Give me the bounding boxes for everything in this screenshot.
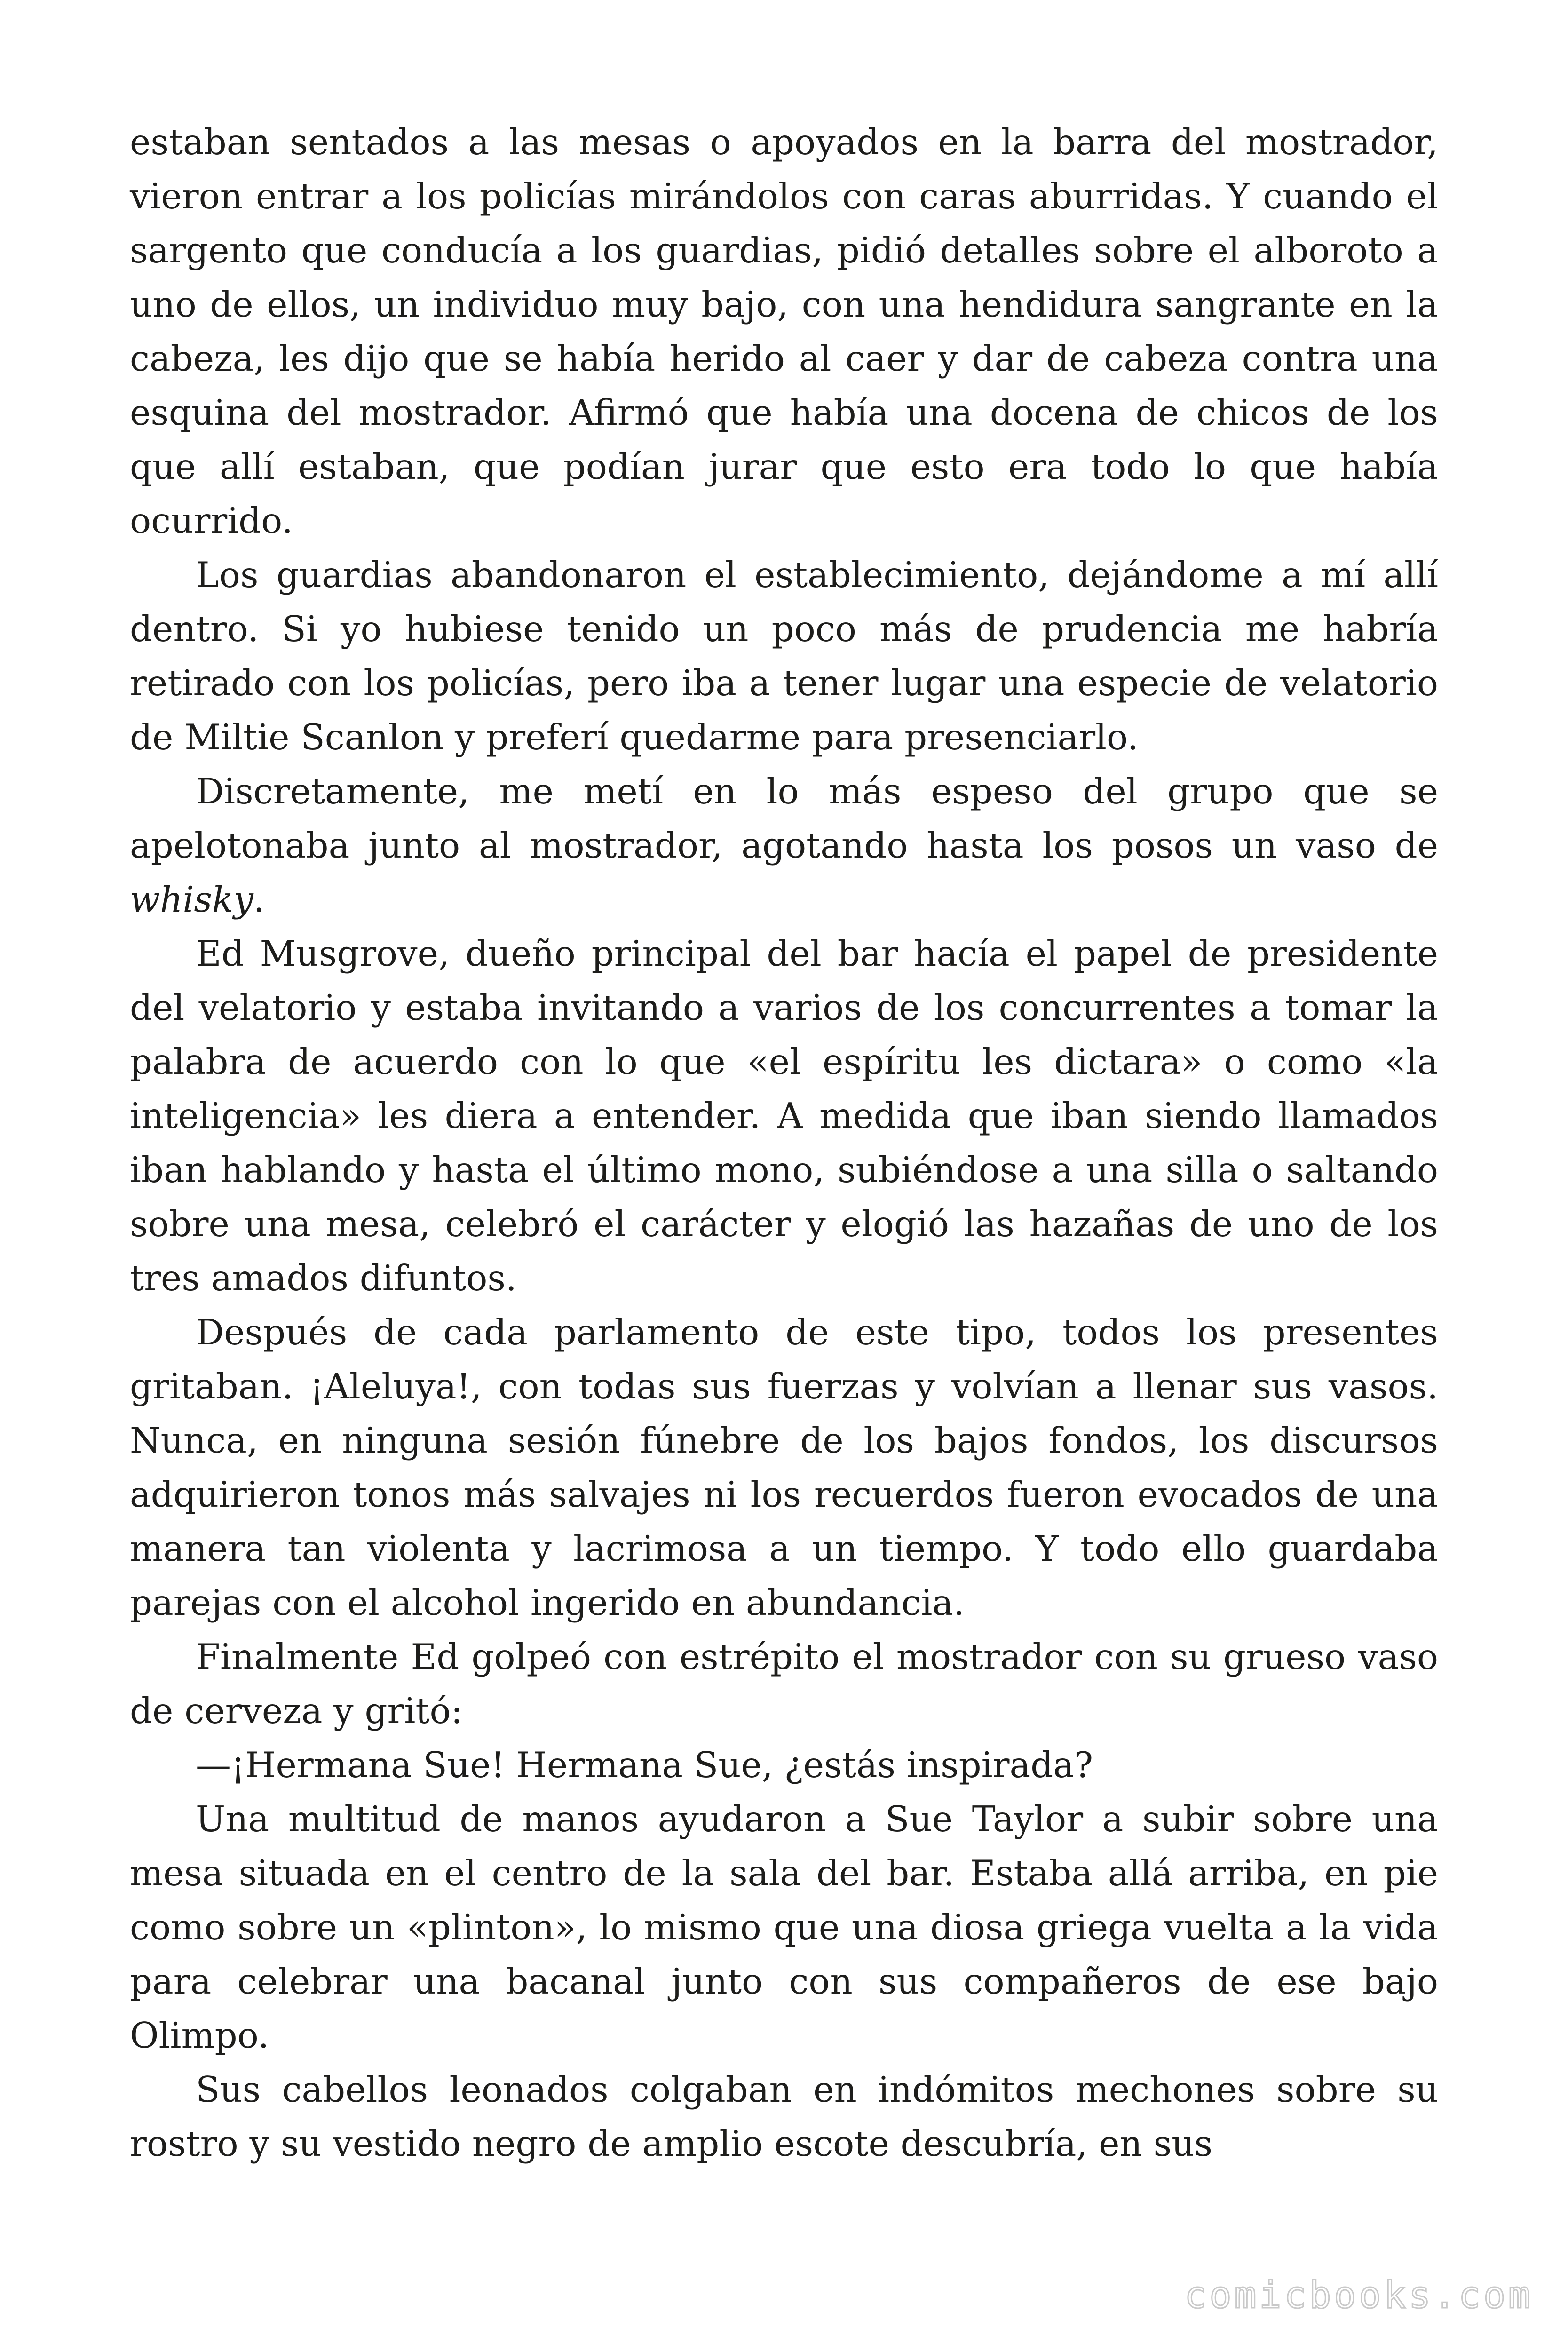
- paragraph-1: estaban sentados a las mesas o apoyados en la barra del mostrador, vieron entrar a los policías mirándolos con caras aburridas. Y cuando el sargento que conducía a los guardias, pidió detalles sobre el alboroto a uno de ellos, un individuo muy bajo, con una hendidura sangrante en la cabeza, les dijo que se había herido al caer y dar de cabeza contra una esquina del mostrador. Afirmó que había una docena de chicos de los que allí estaban, que podían jurar que esto era todo lo que había ocurrido.: [130, 121, 1438, 541]
- italic-word: whisky: [130, 879, 253, 920]
- paragraph-2: Los guardias abandonaron el establecimiento, dejándome a mí allí dentro. Si yo hubiese tenido un poco más de prudencia me habría retirado con los policías, pero iba a tener lugar una especie de velatorio de Miltie Scanlon y preferí quedarme para presenciarlo.: [130, 554, 1438, 758]
- paragraph-3-text: Discretamente, me metí en lo más espeso del grupo que se apelotonaba junto al mostrador, agotando hasta los posos un vaso de: [130, 771, 1438, 866]
- paragraph-9: Sus cabellos leonados colgaban en indómitos mechones sobre su rostro y su vestido negro de amplio escote descubría, en sus: [130, 2069, 1438, 2164]
- paragraph-4: Ed Musgrove, dueño principal del bar hacía el papel de presidente del velatorio y estaba invitando a varios de los concurrentes a tomar la palabra de acuerdo con lo que «el espíritu les dictara» o como «la inteligencia» les diera a entender. A medida que iban siendo llamados iban hablando y hasta el último mono, subiéndose a una silla o saltando sobre una mesa, celebró el carácter y elogió las hazañas de uno de los tres amados difuntos.: [130, 933, 1438, 1299]
- paragraph-5: Después de cada parlamento de este tipo, todos los presentes gritaban. ¡Aleluya!, con todas sus fuerzas y volvían a llenar sus vasos. Nunca, en ninguna sesión fúnebre de los bajos fondos, los discursos adquirieron tonos más salvajes ni los recuerdos fueron evocados de una manera tan violenta y lacrimosa a un tiempo. Y todo ello guardaba parejas con el alcohol ingerido en abundancia.: [130, 1311, 1438, 1623]
- watermark: comicbooks.com: [1184, 2274, 1533, 2317]
- paragraph-3: [130, 764, 1438, 927]
- paragraph-6: Finalmente Ed golpeó con estrépito el mostrador con su grueso vaso de cerveza y gritó:: [130, 1636, 1438, 1732]
- body-text: [130, 115, 1438, 2171]
- paragraph-8: Una multitud de manos ayudaron a Sue Taylor a subir sobre una mesa situada en el centro de la sala del bar. Estaba allá arriba, en pie como sobre un «plinton», lo mismo que una diosa griega vuelta a la vida para celebrar una bacanal junto con sus compañeros de ese bajo Olimpo.: [130, 1798, 1438, 2056]
- paragraph-3-end: .: [253, 879, 265, 920]
- dialogue-line: —¡Hermana Sue! Hermana Sue, ¿estás inspirada?: [196, 1744, 1093, 1786]
